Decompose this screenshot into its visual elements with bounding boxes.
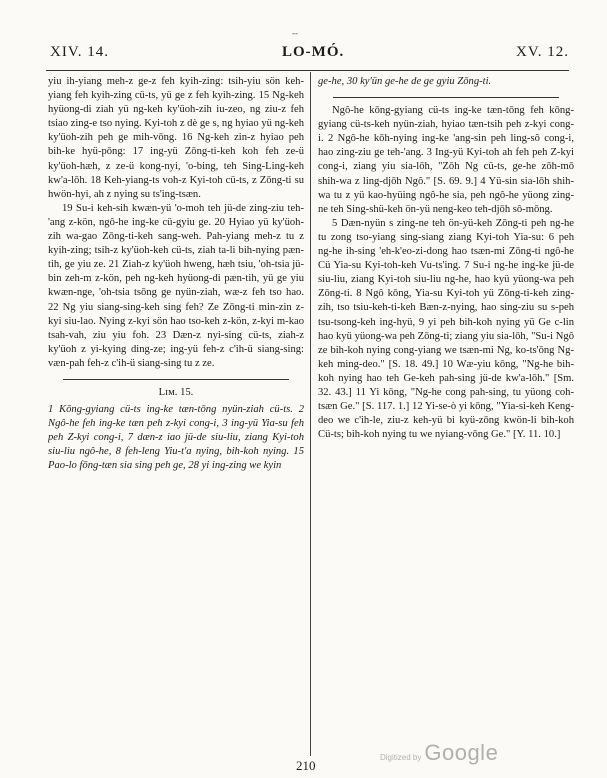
digitized-by-label: Digitized by — [380, 753, 422, 762]
text-paragraph: 5 Dæn-nyün s zing-ne teh ön-yü-keh Zōng-ti peh ng-he tu zong tso-yiang sing-siang ziang Kyi-toh Yia-su: 6 peh ng-he ih-sing 'eh-k'eo-zi-dong hao tsæn-mi Zōng-ti ngô-he Cü Yia-su Kyi-toh-keh Vu-ts'ing. 7 Su-i ng-he ing-ke jü-de siu-liu, ziang Kyi-toh siu-liu ng-he, hao kyü yüong-wa peh Zōng-ti. 8 Ngô kōng, Yia-su Kyi-toh yü Zōng-ti-keh zing-zih, tso tsiu-keh-ti-keh Bæn-z-nying, hao sing-ziu su s-peh tsu-tsong-keh ing-hyü, 9 yi peh bih-koh nying yü Ge c-lin hao kyü yüong-wa peh Zōng-ti; ziang yiu sia-lōh, "Su-i Ngô ze bih-koh nying cong-yiang we tsæn-mi Ng, ko-ts'ōng Ng-keh ming-deo." [S. 18. 49.] 10 Wæ-yiu kōng, "Ng-he bih-koh nying hao teh Ge-keh pah-sing jü-de kw'a-lōh." [Sm. 32. 43.] 11 Yi kōng, "Ng-he cong pah-sing, tu yüong coh-tsæn Ge." [S. 117. 1.] 12 Yi-se-ò yi kōng, "Yia-si-keh Keng-deo we c'ih-le, ziu-z keh-yü bi kyü-zōng kwön-li bih-koh Cü-ts; bih-koh nying tu we nyiang-vōng Ge." [Y. 11. 10.] — [318, 217, 574, 441]
text-paragraph: yiu ih-yiang meh-z ge-z feh kyih-zing: tsih-yiu sön keh-yiang feh kyih-zing cü-ts, yü ge z feh kyih-zing. 15 Ng-keh hyüong-di ziah yü ng-keh ky'üoh-zih iu-zeo, ng ziu-z feh tsiao zing-e tso nying. Kyi-toh z dè ge s, ng hyiao yü ng-keh ky'üoh-zih peh ge mih-vōng. 16 Ng-keh zin-z hyiao peh bih-ke hyü-pōng: 17 ing-yü Zōng-ti-keh koh feh ze-ü ky'üoh-hæh, z ze-ü kong-nyi, 'o-bing, teh Sing-Ling-keh kw'a-lōh. 18 Keh-yiang-ts voh-z Kyi-toh cü-ts, z Zōng-ti su hwön-hyi, ah z nying su ts'ing-tsæn. — [48, 76, 304, 200]
left-column — [48, 75, 304, 755]
right-column — [318, 75, 574, 755]
summary-separator — [333, 97, 559, 98]
chapter-heading: Lɪᴍ. 15. — [158, 386, 194, 398]
page-header — [46, 44, 569, 66]
google-logo: Google — [424, 740, 499, 765]
column-divider — [310, 72, 311, 756]
digitized-watermark — [380, 740, 498, 766]
chapter-separator — [63, 379, 289, 380]
text-paragraph: 19 Su-i keh-sih kwæn-yü 'o-moh teh jü-de zing-ziu teh-'ang z-kön, ngô-he ing-ke cü-gyiu ge. 20 Hyiao yü ky'üoh-zih wa-gao Zōng-ti-keh sang-weh. Pah-yiang meh-z tu z kyih-zing; tsih-z ky'üoh-keh cü-ts, ziah ta-li bih-nying pæn-tih, ge yiu ze. 21 Ziah-z ky'üoh hweng, hæh tsiu, 'oh-tsia jü-bin zeh-m z-kön, peh ng-keh hyüong-di pæn-tih, yü ge yiu kwæn-nge, 'oh-tsia tsōng ge nyün-ziah, wæ-z feh tso hao. 22 Ng yiu siang-sing-keh sing feh? Ze Zōng-ti min-zin z-kyi siu-lao. Nying z-kyi sön hao tso-keh z-kön, z-kyi m-kao tsah-vah, ziu yiu foh. 23 Dæn-z nyi-sing cü-ts, ziah-z ky'üoh z yi-kying ding-ze; ing-yü feh-z c'ih-ü siang-sing: væn-pah feh-z c'ih-ü siang-sing tu z ze. — [48, 202, 304, 369]
text-paragraph: Ngô-he kōng-gyiang cü-ts ing-ke tæn-tōng feh kōng-gyiang cü-ts-keh nyün-ziah, hyiao tæn-tsih peh z-kyi cong-i. 2 Ngô-he kōh-nying ing-ke 'ang-sin peh ling-sô cong-i, hao zing-ziu ge teh-'ang. 3 Ing-yü Kyi-toh ah feh peh Z-kyi cong-i, ziang yiu sia-lōh, "Zōh Ng cü-ts, ge-he zōh-mō shih-wa z ling-djōh Ngô." [S. 69. 9.] 4 Yü-sin sia-lōh shih-wa tu z yü kao-hyüing ngô-he sia, peh ngô-he yüong zing-ne teh Sing-shü-keh ön-yü neng-keo teh-djōh sô-mōng. — [318, 105, 574, 215]
header-rule — [46, 70, 569, 71]
page-number: 210 — [296, 758, 316, 773]
chapter-summary-continued: ge-he, 30 ky'ün ge-he de ge gyiu Zōng-ti. — [318, 76, 492, 87]
header-left-ref: XIV. 14. — [50, 44, 109, 60]
chapter-summary: 1 Kōng-gyiang cü-ts ing-ke tæn-tōng nyün-ziah cü-ts. 2 Ngô-he feh ing-ke tæn peh z-kyi cong-i, 3 ing-yü Yia-su feh peh Z-kyi cong-i, 7 dæn-z iao jü-de siu-liu, ziang Kyi-toh siu-liu ngô-he, 8 feh-leng Yiu-t'a nying, bih-koh nying. 15 Pao-lo fōng-tæn sia sing peh ge, 28 yi ing-zing we kyin — [48, 404, 304, 472]
header-right-ref: XV. 12. — [516, 44, 569, 60]
top-mark: -- — [292, 28, 298, 38]
header-book-title: LO-MÓ. — [282, 44, 345, 60]
